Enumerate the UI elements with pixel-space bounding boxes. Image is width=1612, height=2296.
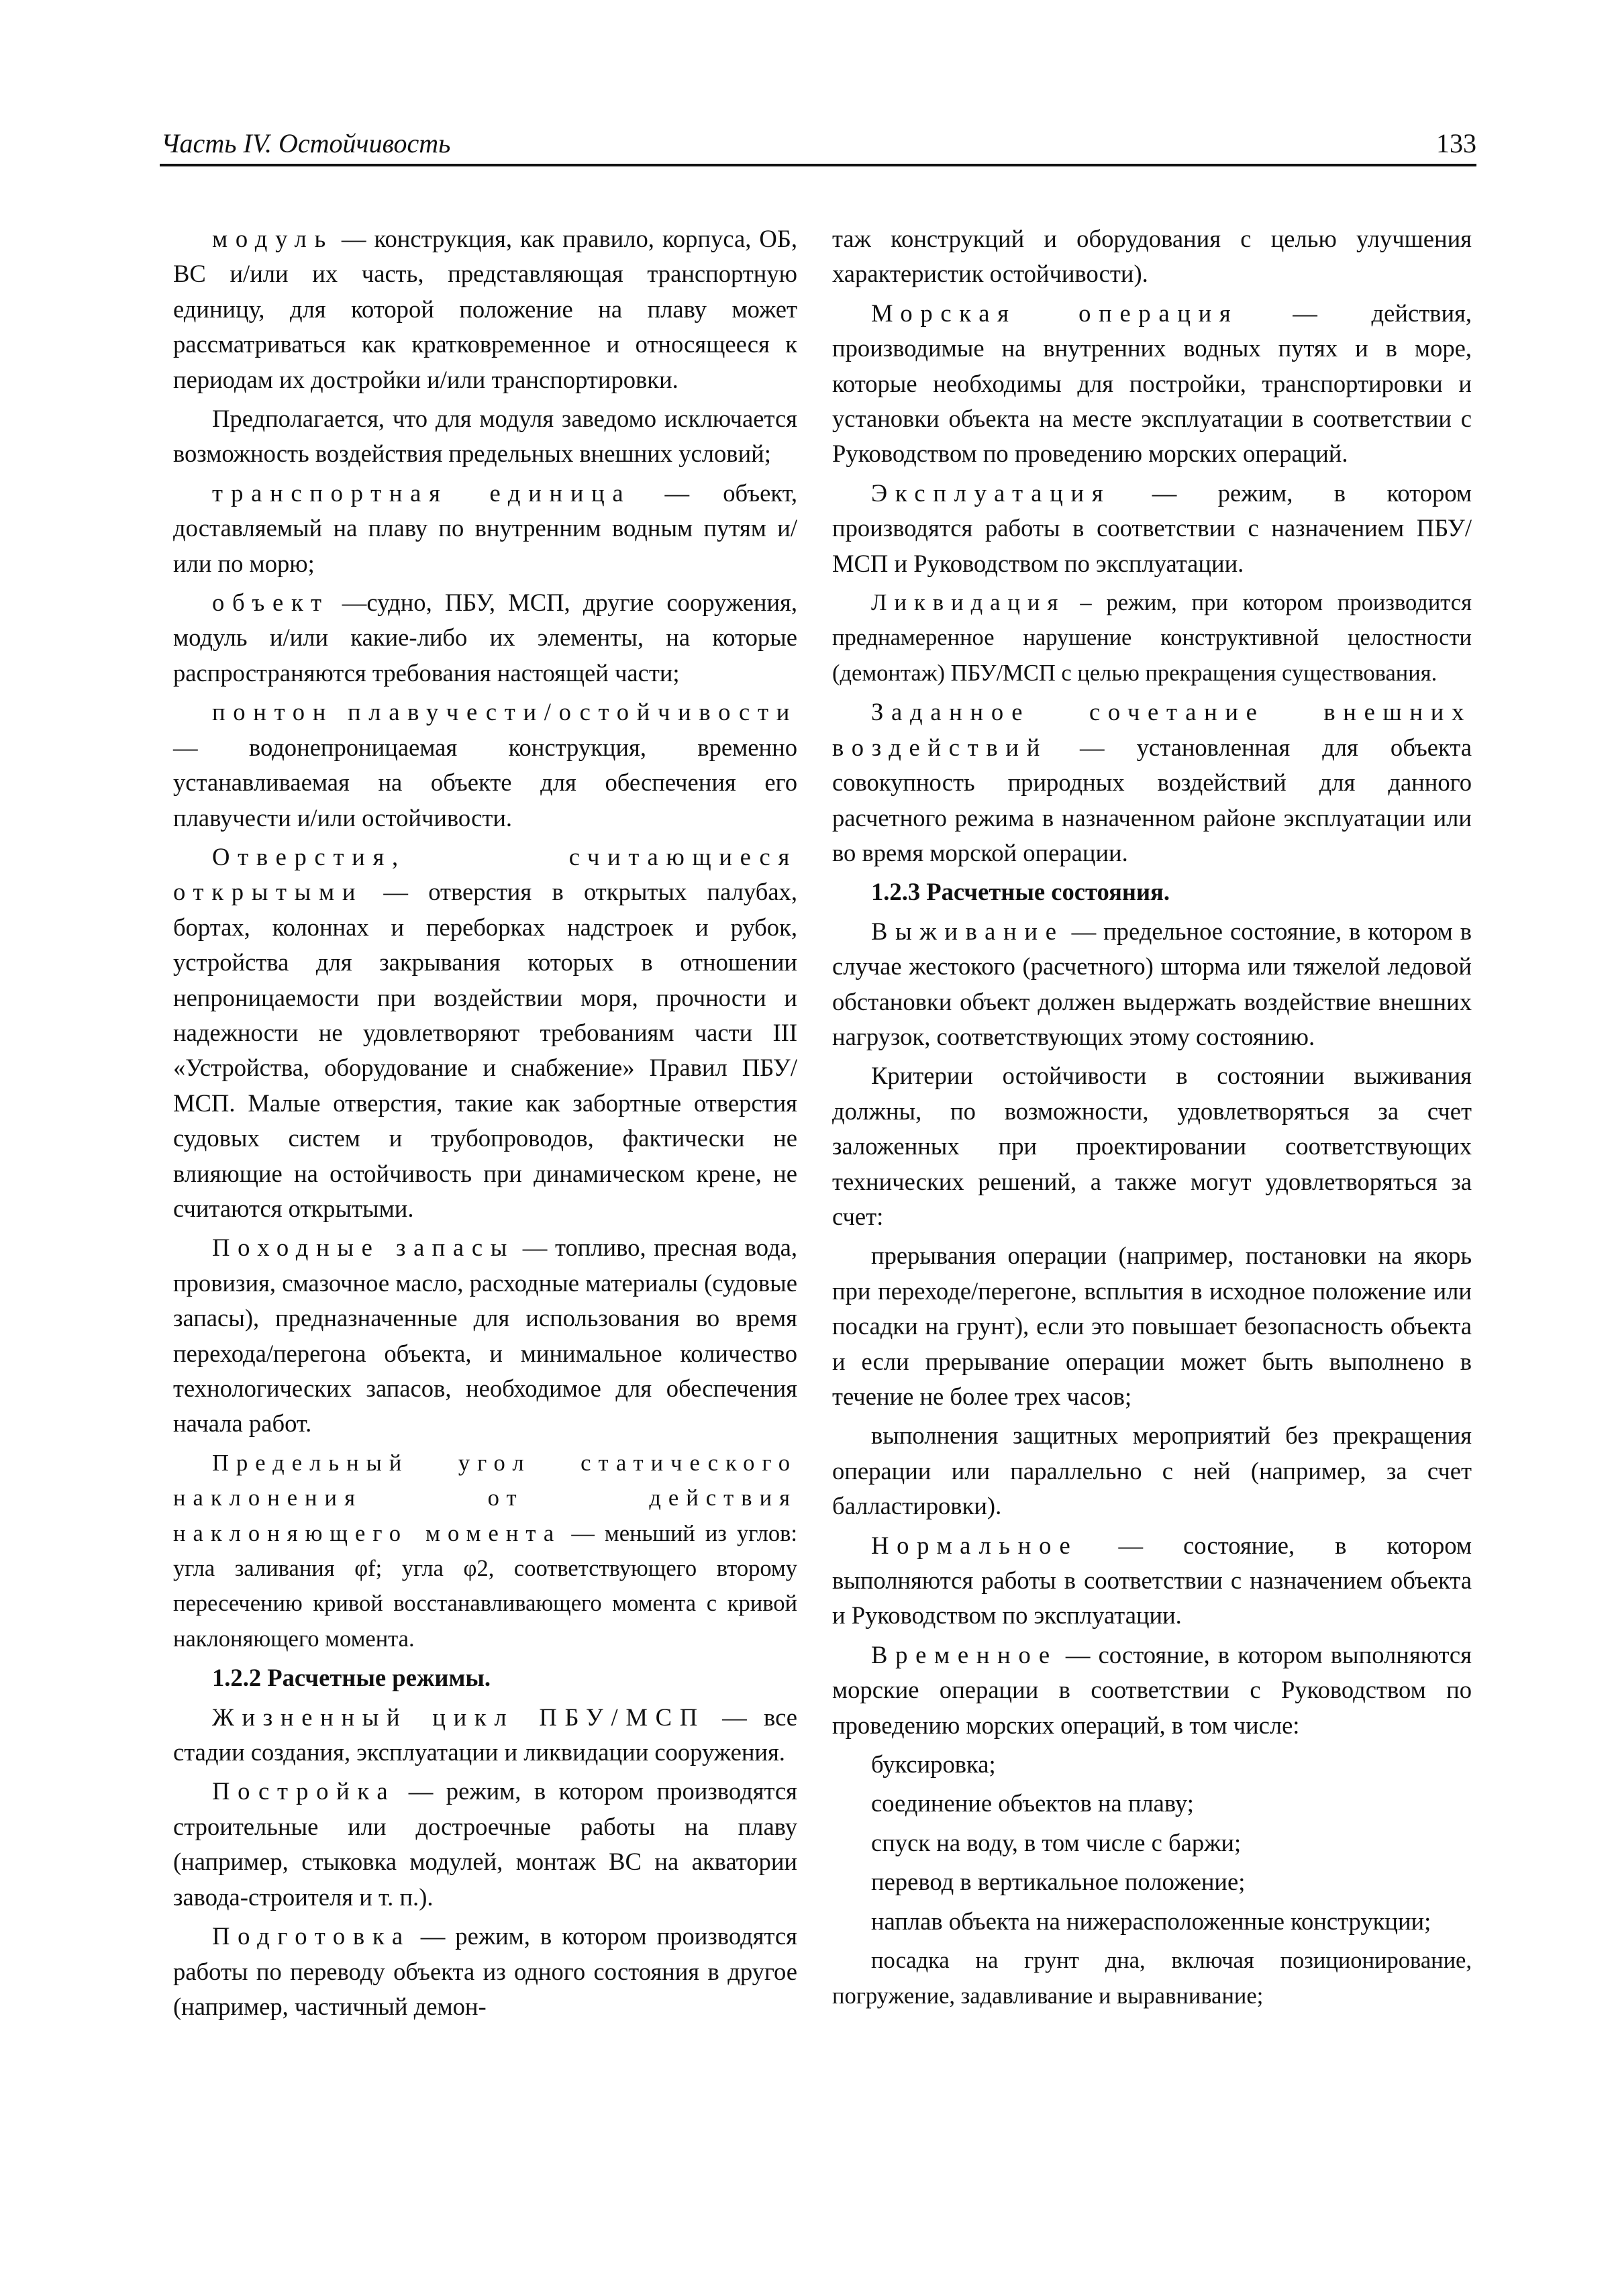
paragraph [173, 221, 797, 397]
paragraph-text: Критерии остойчивости в состоянии выживания должны, по возможности, удовлетворяться за счет заложенных при проектировании соответствующих технических решений, а также могут удовлетворяться за счет: [832, 1062, 1472, 1230]
paragraph [173, 840, 797, 1226]
running-header [160, 128, 1476, 166]
defined-term: Временное [871, 1640, 1058, 1668]
paragraph [832, 1826, 1472, 1860]
paragraph [832, 1943, 1472, 2013]
paragraph-text: перевод в вертикальное положение; [871, 1868, 1246, 1896]
paragraph-text: — водонепроницаемая конструкция, временно устанавливаемая на объекте для обеспечения его плавучести и/или остойчивости. [173, 733, 797, 832]
paragraph [832, 221, 1472, 292]
paragraph-text: — состояние, в котором выполняются работы в соответствии с назначением объекта и Руководством по эксплуатации. [832, 1531, 1472, 1630]
paragraph-text: — меньший из углов: угла заливания φf; угла φ2, соответствующего второму пересечению кривой восстанавливающего момента с кривой наклоняющего момента. [173, 1520, 797, 1652]
paragraph [832, 296, 1472, 472]
defined-term: объект [212, 589, 330, 617]
paragraph [832, 695, 1472, 870]
defined-term: Выживание [871, 917, 1064, 945]
defined-term: Заданное сочетание внешних воздействий [832, 698, 1472, 761]
paragraph [832, 1786, 1472, 1821]
paragraph [832, 585, 1472, 691]
paragraph-text: — режим, в котором производятся строительные или достроечные работы на плаву (например, стыковка модулей, монтаж ВС на акватории завода-строителя и т. п.). [173, 1777, 797, 1911]
paragraph-text: — объект, доставляемый на плаву по внутренним водным путям и/или по морю; [173, 479, 798, 577]
paragraph-text: — топливо, пресная вода, провизия, смазочное масло, расходные материалы (судовые запасы), предназначенные для использования во время перехода/перегона объекта, и минимальное количество технологических запасов, необходимое для обеспечения начала работ. [173, 1234, 797, 1438]
defined-term: Морская операция [871, 299, 1239, 327]
paragraph [832, 1864, 1472, 1899]
paragraph-text: наплав объекта на нижерасположенные конструкции; [871, 1907, 1431, 1935]
defined-term: Предельный угол статического наклонения от действия наклоняющего момента [173, 1450, 797, 1546]
paragraph-text: – режим, при котором производится преднамеренное нарушение конструктивной целостности (демонтаж) ПБУ/МСП с целью прекращения существования. [832, 590, 1472, 686]
defined-term: Постройка [212, 1777, 396, 1805]
paragraph [832, 1238, 1472, 1414]
paragraph [173, 1919, 797, 2024]
paragraph [173, 476, 797, 581]
paragraph-text: — отверстия в открытых палубах, бортах, колоннах и переборках надстроек и рубок, устройства для закрывания которых в отношении непроницаемости при воздействии моря, прочности и надежности не удовлетворяют требованиям части III «Устройства, оборудование и снабжение» Правил ПБУ/МСП. Малые отверстия, такие как забортные отверстия судовых систем и трубопроводов, фактически не влияющие на остойчивость при динамическом крене, не считаются открытыми. [173, 878, 797, 1222]
paragraph-text: —судно, ПБУ, МСП, другие сооружения, модуль и/или какие-либо их элементы, на которые распространяются требования настоящей части; [173, 589, 797, 687]
defined-term: модуль [212, 225, 334, 252]
paragraph-text: — действия, производимые на внутренних водных путях и в море, которые необходимы для постройки, транспортировки и установки объекта на месте эксплуатации в соответствии с Руководством по проведению морских операций. [832, 299, 1472, 468]
page-number: 133 [1436, 128, 1476, 158]
defined-term: Отверстия, считающиеся открытыми [173, 842, 797, 906]
paragraph [173, 401, 797, 472]
defined-term: Жизненный цикл ПБУ/МСП [212, 1703, 705, 1731]
defined-term: Подготовка [212, 1922, 411, 1950]
paragraph [173, 585, 797, 691]
paragraph [832, 1528, 1472, 1634]
paragraph-text: — режим, в котором производятся работы в соответствии с назначением ПБУ/МСП и Руководством по эксплуатации. [832, 479, 1472, 577]
paragraph-text: выполнения защитных мероприятий без прекращения операции или параллельно с ней (например, за счет балластировки). [832, 1421, 1472, 1520]
paragraph-text: Предполагается, что для модуля заведомо исключается возможность воздействия предельных внешних условий; [173, 405, 797, 468]
section-heading: 1.2.2 Расчетные режимы. [212, 1664, 491, 1692]
paragraph-text: таж конструкций и оборудования с целью улучшения характеристик остойчивости). [832, 225, 1472, 288]
paragraph [832, 914, 1472, 1055]
paragraph-text: соединение объектов на плаву; [871, 1789, 1194, 1817]
paragraph-text: — режим, в котором производятся работы по переводу объекта из одного состояния в другое (например, частичный демон- [173, 1922, 797, 2020]
paragraph [173, 1774, 797, 1915]
paragraph [832, 1058, 1472, 1234]
section-heading: 1.2.3 Расчетные состояния. [871, 878, 1170, 906]
paragraph-text: — все стадии создания, эксплуатации и ликвидации сооружения. [173, 1703, 797, 1766]
paragraph-text: посадка на грунт дна, включая позиционирование, погружение, задавливание и выравнивание; [832, 1948, 1472, 2009]
paragraph-text: спуск на воду, в том числе с баржи; [871, 1828, 1242, 1856]
paragraph-text: — конструкция, как правило, корпуса, ОБ, ВС и/или их часть, представляющая транспортную единицу, для которой положение на плаву может рассматриваться как кратковременное и относящееся к периодам их достройки и/или транспортировки. [173, 225, 797, 393]
paragraph [832, 1747, 1472, 1782]
paragraph [832, 1904, 1472, 1939]
paragraph [173, 695, 797, 836]
left-column [173, 221, 797, 2028]
defined-term: Эксплуатация [871, 479, 1111, 507]
paragraph-text: — установленная для объекта совокупность природных воздействий для данного расчетного режима в назначенном районе эксплуатации или во время морской операции. [832, 733, 1472, 866]
paragraph-text: прерывания операции (например, постановки на якорь при переходе/перегоне, всплытия в исходное положение или посадки на грунт), если это повышает безопасность объекта и если прерывание операции может быть выполнено в течение не более трех часов; [832, 1242, 1472, 1410]
paragraph-text: буксировка; [871, 1750, 996, 1779]
defined-term: Походные запасы [212, 1234, 515, 1262]
defined-term: Нормальное [871, 1531, 1078, 1559]
paragraph-text: — предельное состояние, в котором в случае жестокого (расчетного) шторма или тяжелой ледовой обстановки объект должен выдержать воздействие внешних нагрузок, соответствующих этому состоянию. [832, 917, 1472, 1050]
defined-term: понтон плавучести/остойчивости [212, 698, 797, 726]
paragraph [173, 1230, 797, 1441]
paragraph [832, 1638, 1472, 1743]
paragraph [173, 1446, 797, 1656]
paragraph-text: — состояние, в котором выполняются морские операции в соответствии с Руководством по проведению морских операций, в том числе: [832, 1640, 1472, 1739]
defined-term: Ликвидация [871, 590, 1066, 616]
right-column [832, 221, 1472, 2017]
section-title: Часть IV. Остойчивость [161, 128, 451, 158]
defined-term: транспортная единица [212, 479, 632, 507]
paragraph [832, 1418, 1472, 1524]
paragraph [173, 1700, 797, 1770]
paragraph [832, 476, 1472, 581]
